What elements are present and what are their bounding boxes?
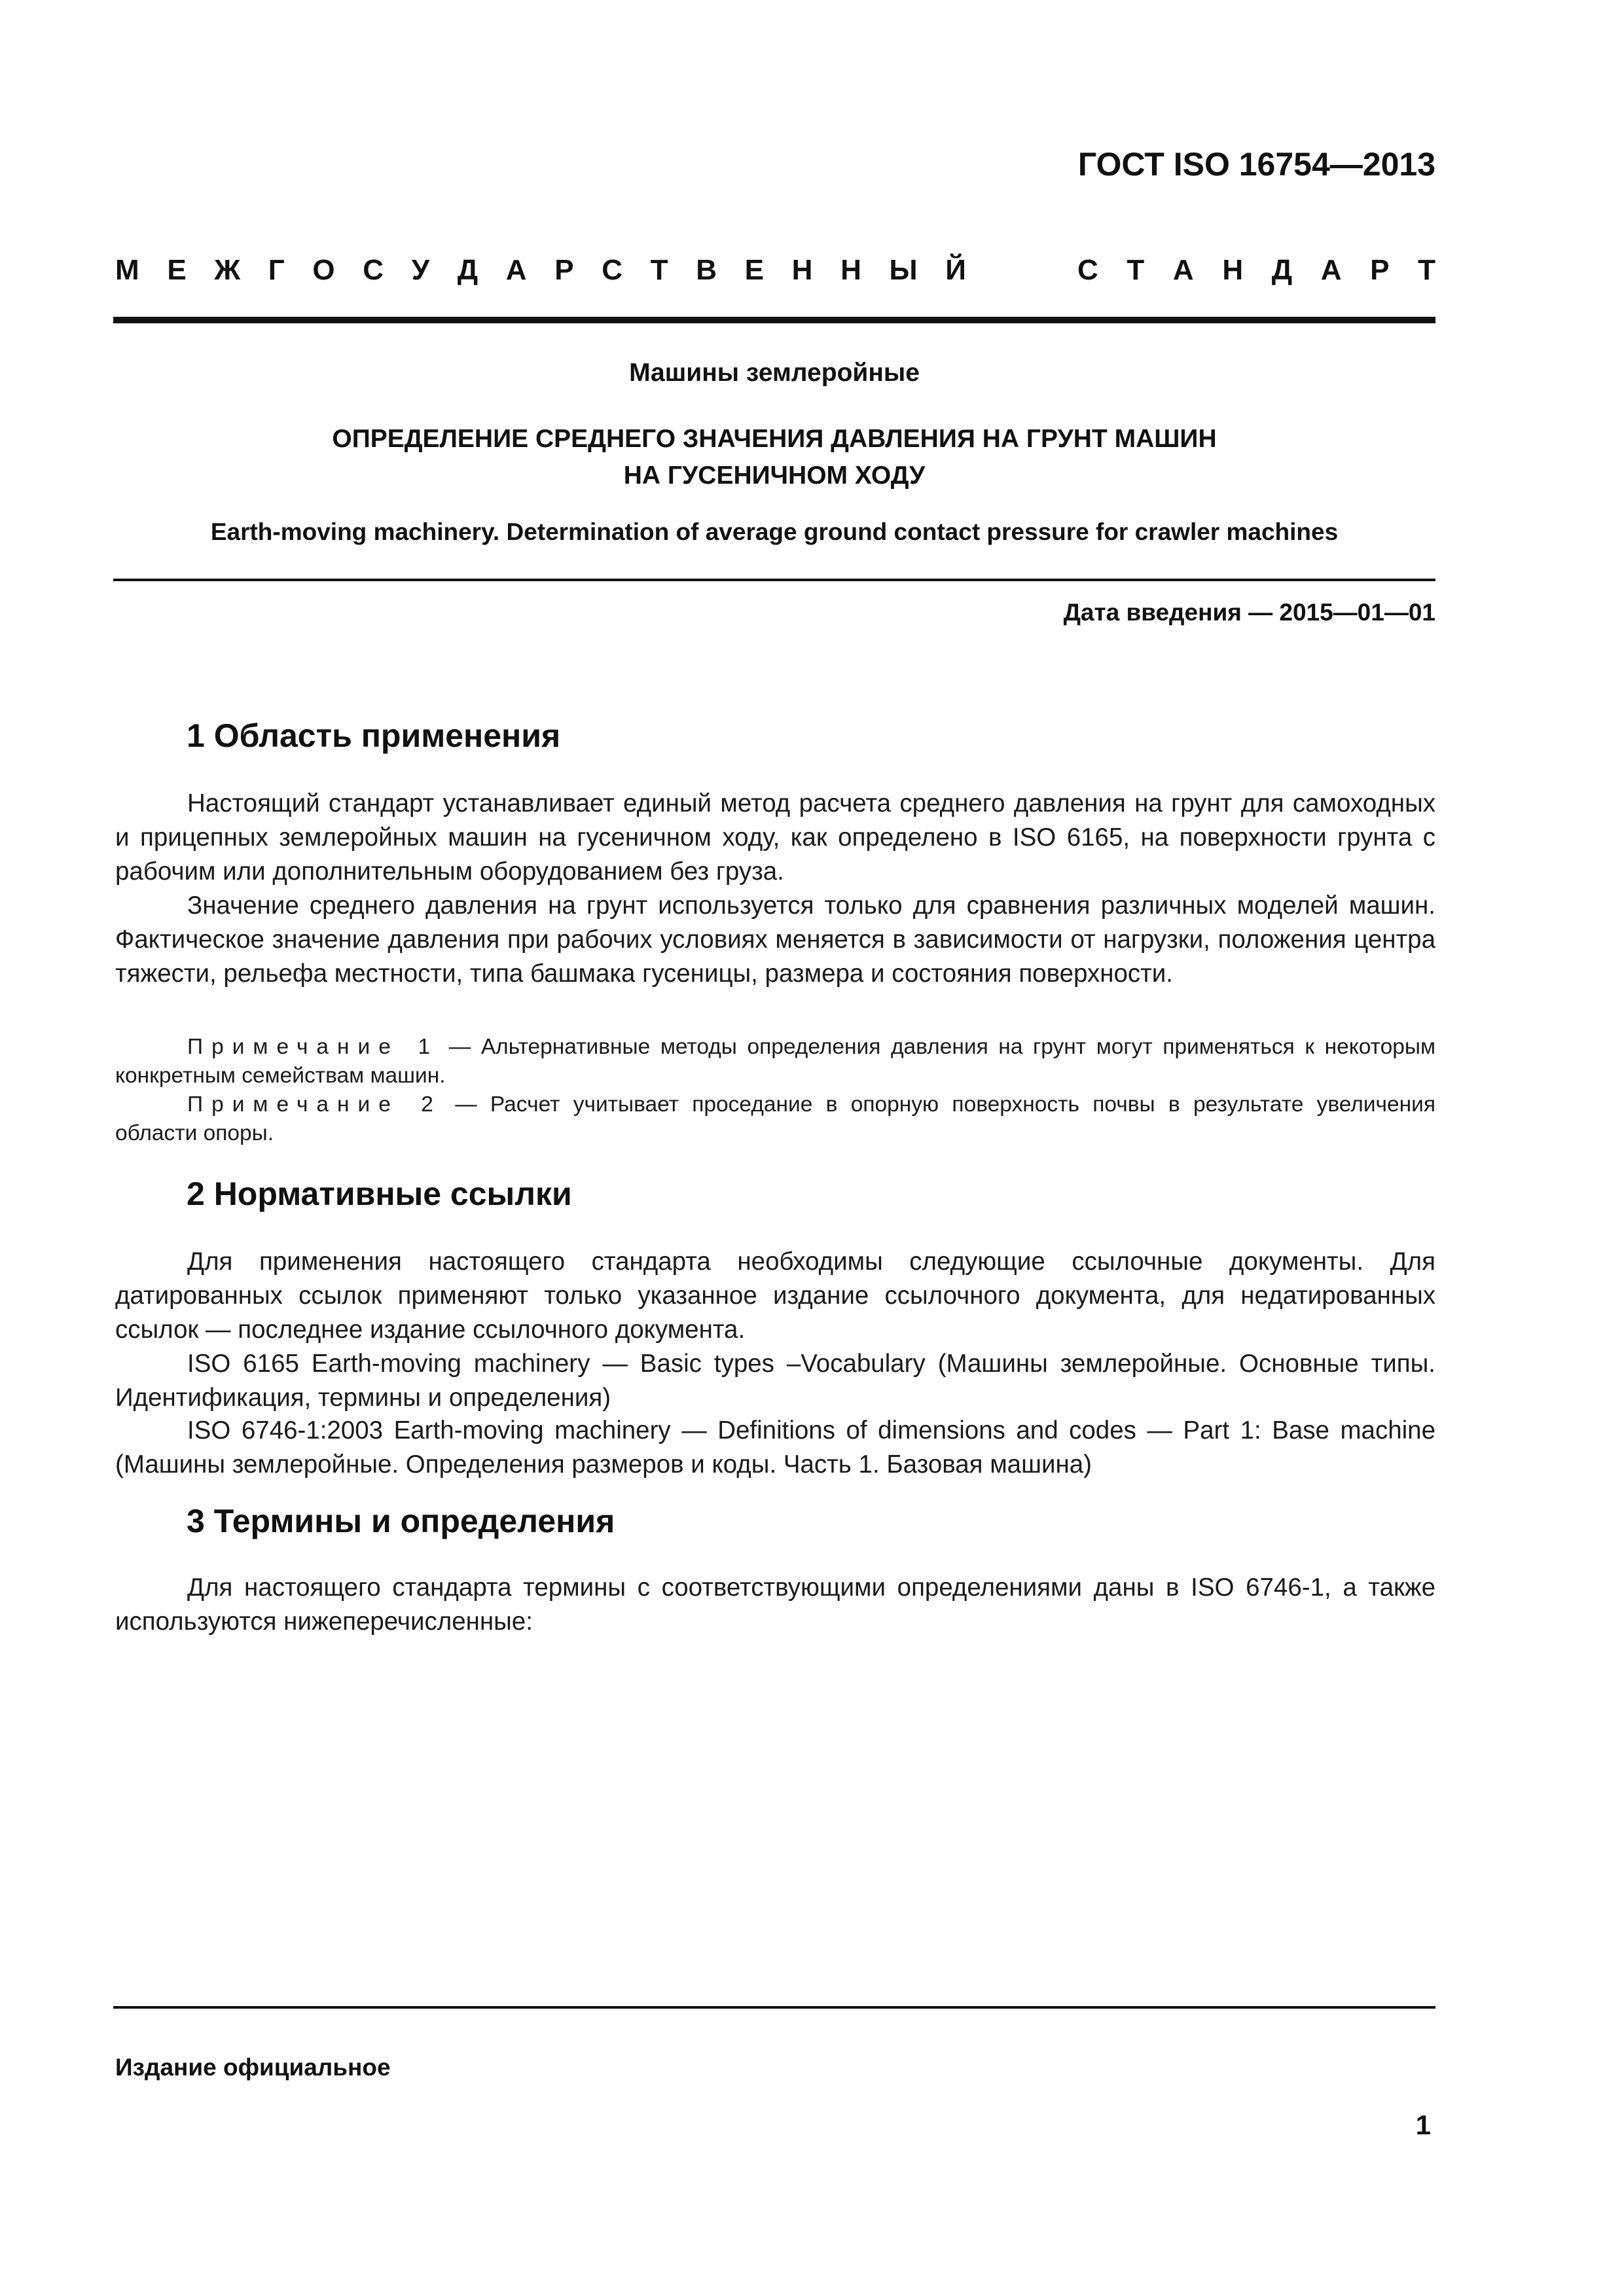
- note-1: [115, 1033, 1435, 1090]
- banner-letter: А: [1172, 254, 1194, 286]
- banner-letter: Й: [945, 254, 966, 286]
- section-heading-scope: 1 Область применения: [187, 717, 561, 754]
- reference-iso-6165: ISO 6165 Earth-moving machinery — Basic types –Vocabulary (Машины землеройные. Основные типы. Идентификация, термины и определения): [115, 1350, 1435, 1412]
- banner-letter: С: [1077, 254, 1098, 286]
- note-2: [115, 1090, 1435, 1148]
- interstate-standard-banner: [115, 251, 1435, 290]
- title-ru-line2: НА ГУСЕНИЧНОМ ХОДУ: [623, 461, 926, 490]
- note-2-text: — Расчет учитывает проседание в опорную поверхность почвы в результате увеличения области опоры.: [115, 1092, 1435, 1145]
- title-ru-line1: ОПРЕДЕЛЕНИЕ СРЕДНЕГО ЗНАЧЕНИЯ ДАВЛЕНИЯ НА ГРУНТ МАШИН: [332, 425, 1217, 453]
- banner-letter: А: [505, 254, 527, 286]
- scope-paragraph-2: Значение среднего давления на грунт используется только для сравнения различных моделей машин. Фактическое значение давления при рабочих условиях меняется в зависимости от нагрузки, положения центра тяжести, рельефа местности, типа башмака гусеницы, размера и состояния поверхности.: [115, 891, 1435, 988]
- banner-letter: Е: [744, 254, 764, 286]
- note-1-label: Примечание 1: [187, 1035, 439, 1059]
- banner-letter: Р: [1370, 254, 1390, 286]
- section-heading-normative-references: 2 Нормативные ссылки: [187, 1175, 572, 1212]
- banner-letter: Г: [268, 254, 285, 286]
- banner-letter: Р: [554, 254, 574, 286]
- banner-letter: В: [696, 254, 717, 286]
- banner-letter: Н: [840, 254, 861, 286]
- banner-letter: А: [1320, 254, 1342, 286]
- banner-letter: О: [312, 254, 335, 286]
- banner-letter: Т: [650, 254, 668, 286]
- document-title-ru: [113, 421, 1435, 494]
- banner-letter: Д: [1271, 254, 1293, 286]
- banner-letter: Д: [457, 254, 478, 286]
- banner-letter: Ы: [889, 254, 918, 286]
- header-divider-thick: [113, 317, 1435, 323]
- banner-letter: Т: [1127, 254, 1145, 286]
- section-heading-terms-definitions: 3 Термины и определения: [187, 1503, 615, 1539]
- banner-letter: У: [411, 254, 430, 286]
- document-title-en: Earth-moving machinery. Determination of average ground contact pressure for crawler machines: [210, 518, 1339, 545]
- banner-letter: Т: [1418, 254, 1435, 286]
- page-number: 1: [1415, 2109, 1431, 2140]
- banner-letter: С: [363, 254, 384, 286]
- banner-letter: Н: [1222, 254, 1244, 286]
- official-edition-label: Издание официальное: [115, 2054, 391, 2081]
- introduction-date: Дата введения — 2015—01—01: [1063, 599, 1435, 626]
- banner-letter: С: [602, 254, 623, 286]
- standard-code: ГОСТ ISO 16754—2013: [1077, 146, 1435, 183]
- subject-line: Машины землеройные: [629, 359, 920, 387]
- reference-iso-6746-1: ISO 6746-1:2003 Earth-moving machinery — Definitions of dimensions and codes — Part 1: Base machine (Машины землеройные. Определения размеров и коды. Часть 1. Базовая машина): [115, 1416, 1435, 1479]
- footer-divider: [113, 2006, 1435, 2009]
- banner-letter: Ж: [214, 254, 241, 286]
- title-divider: [113, 579, 1435, 581]
- note-1-text: — Альтернативные методы определения давления на грунт могут применяться к некоторым конкретным семействам машин.: [115, 1035, 1436, 1088]
- banner-letter: Н: [791, 254, 813, 286]
- scope-paragraph-1: Настоящий стандарт устанавливает единый метод расчета среднего давления на грунт для самоходных и прицепных землеройных машин на гусеничном ходу, как определено в ISO 6165, на поверхности грунта с рабочим или дополнительным оборудованием без груза.: [115, 789, 1435, 886]
- note-2-label: Примечание 2: [187, 1092, 442, 1117]
- standard-word: [1077, 254, 1435, 287]
- references-paragraph-1: Для применения настоящего стандарта необходимы следующие ссылочные документы. Для датированных ссылок применяют только указанное издание ссылочного документа, для недатированных ссылок — последнее издание ссылочного документа.: [115, 1247, 1435, 1344]
- banner-letter: М: [115, 254, 139, 286]
- banner-letter: Е: [167, 254, 187, 286]
- interstate-word: [115, 254, 966, 287]
- terms-paragraph-1: Для настоящего стандарта термины с соответствующими определениями даны в ISO 6746-1, а также используются нижеперечисленные:: [115, 1573, 1435, 1636]
